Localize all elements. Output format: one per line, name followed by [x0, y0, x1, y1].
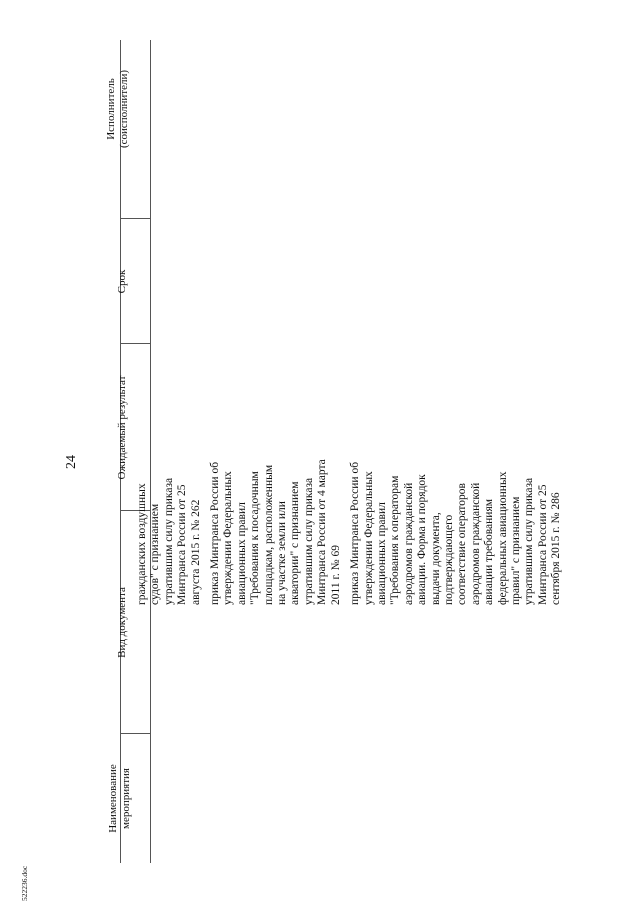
header-executor: [88, 39, 148, 179]
header-doc-type: Вид документа: [115, 587, 128, 658]
header-event-name-line1: Наименование: [107, 764, 119, 833]
header-executor-line2: (соисполнители): [118, 69, 130, 149]
header-expected-result: Ожидаемый результат: [115, 375, 128, 480]
document-id: 522236.doc: [20, 865, 29, 901]
doc-type-entry: приказ Минтранса России об утверждении Федеральных авиационных правил "Требования к операторам аэродромов гражданской авиации. Форма и порядок выдачи документа, подтверждающего соответствие операторов аэродромов гражданской авиации требованиям федеральных авиационных правил" с признанием утратившим силу приказа Минтранса России от 25 сентября 2015 г. № 286: [349, 461, 563, 605]
doc-type-entry: гражданских воздушных судов" с признанием утратившим силу приказа Минтранса России от 25 августа 2015 г. № 262: [136, 477, 202, 605]
header-event-name-line2: мероприятия: [120, 768, 132, 829]
header-event-name: [90, 734, 150, 863]
header-executor-line1: Исполнитель: [105, 78, 117, 140]
doc-type-column-content: [136, 455, 570, 605]
header-term: Срок: [115, 269, 128, 294]
doc-type-entry: приказ Минтранса России об утверждении Федеральных авиационных правил "Требования к посадочным площадкам, расположенным на участке земли или акватории" с признанием утратившим силу приказа Минтранса России от 4 марта 2011 г. № 69: [209, 459, 342, 605]
page-number: 24: [64, 455, 79, 469]
